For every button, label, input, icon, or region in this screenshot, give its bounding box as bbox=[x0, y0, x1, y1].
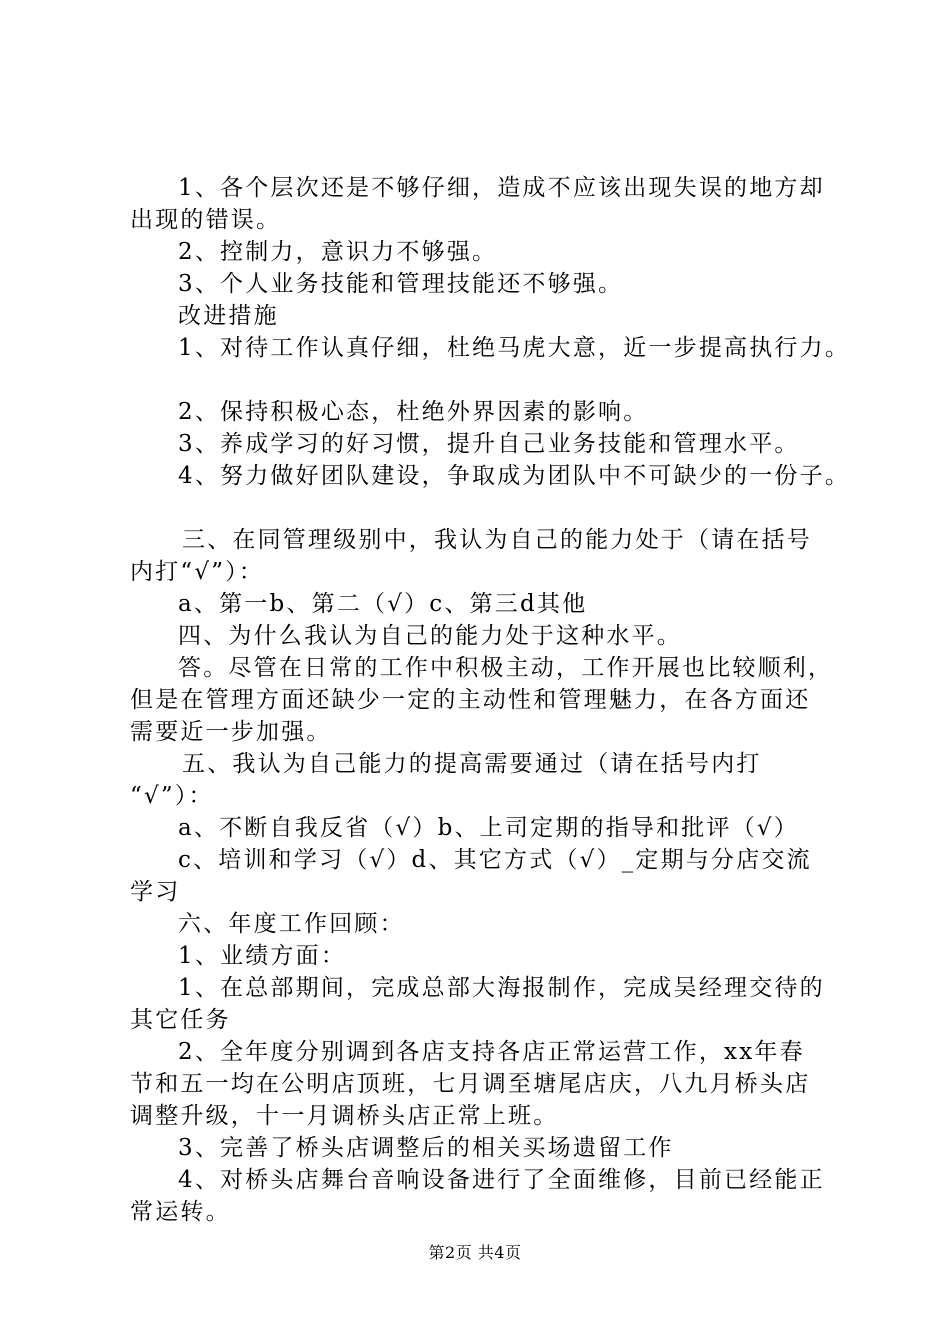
text-line: 2、控制力，意识力不够强。 bbox=[178, 239, 498, 265]
text-line: 4、对桥头店舞台音响设备进行了全面维修，目前已经能正 bbox=[178, 1167, 825, 1193]
text-line: 2、保持积极心态，杜绝外界因素的影响。 bbox=[178, 399, 649, 425]
text-line: c、培训和学习（√）d、其它方式（√）_定期与分店交流 bbox=[178, 847, 812, 873]
text-line: 其它任务 bbox=[130, 1007, 231, 1033]
text-line: 需要近一步加强。 bbox=[130, 719, 332, 745]
section-heading: 五、我认为自己能力的提高需要通过（请在括号内打 bbox=[182, 751, 762, 777]
text-line: 3、养成学习的好习惯，提升自己业务技能和管理水平。 bbox=[178, 431, 800, 457]
section-heading: 六、年度工作回顾： bbox=[178, 911, 405, 937]
text-line: 调整升级，十一月调桥头店正常上班。 bbox=[130, 1103, 559, 1129]
page-number-footer: 第2页 共4页 bbox=[428, 1243, 522, 1262]
text-line: 3、完善了桥头店调整后的相关买场遗留工作 bbox=[178, 1135, 674, 1161]
text-line: 学习 bbox=[130, 879, 181, 905]
blank-line bbox=[130, 364, 830, 396]
text-line: 内打“√”）： bbox=[130, 559, 265, 585]
text-line: “√”）： bbox=[130, 783, 214, 809]
section-heading: 三、在同管理级别中，我认为自己的能力处于（请在括号 bbox=[182, 527, 812, 553]
text-line: 出现的错误。 bbox=[130, 207, 282, 233]
text-line: a、第一b、第二（√）c、第三d其他 bbox=[178, 591, 588, 617]
text-line: 1、对待工作认真仔细，杜绝马虎大意，近一步提高执行力。 bbox=[178, 335, 851, 361]
text-line: 1、各个层次还是不够仔细，造成不应该出现失误的地方却 bbox=[178, 175, 825, 201]
text-line: 3、个人业务技能和管理技能还不够强。 bbox=[178, 271, 624, 297]
document-body bbox=[130, 172, 851, 1228]
text-line: 4、努力做好团队建设，争取成为团队中不可缺少的一份子。 bbox=[178, 463, 851, 489]
text-line: 答。尽管在日常的工作中积极主动，工作开展也比较顺利， bbox=[178, 655, 834, 681]
text-line: 1、在总部期间，完成总部大海报制作，完成吴经理交待的 bbox=[178, 975, 825, 1001]
section-heading: 改进措施 bbox=[178, 303, 279, 329]
section-heading: 四、为什么我认为自己的能力处于这种水平。 bbox=[178, 623, 682, 649]
blank-line bbox=[130, 492, 830, 524]
text-line: 1、业绩方面： bbox=[178, 943, 347, 969]
text-line: 2、全年度分别调到各店支持各店正常运营工作，xx年春 bbox=[178, 1039, 805, 1065]
text-line: 节和五一均在公明店顶班，七月调至塘尾店庆，八九月桥头店 bbox=[130, 1071, 811, 1097]
text-line: a、不断自我反省（√）b、上司定期的指导和批评（√） bbox=[178, 815, 799, 841]
text-line: 常运转。 bbox=[130, 1199, 231, 1225]
text-line: 但是在管理方面还缺少一定的主动性和管理魅力，在各方面还 bbox=[130, 687, 811, 713]
